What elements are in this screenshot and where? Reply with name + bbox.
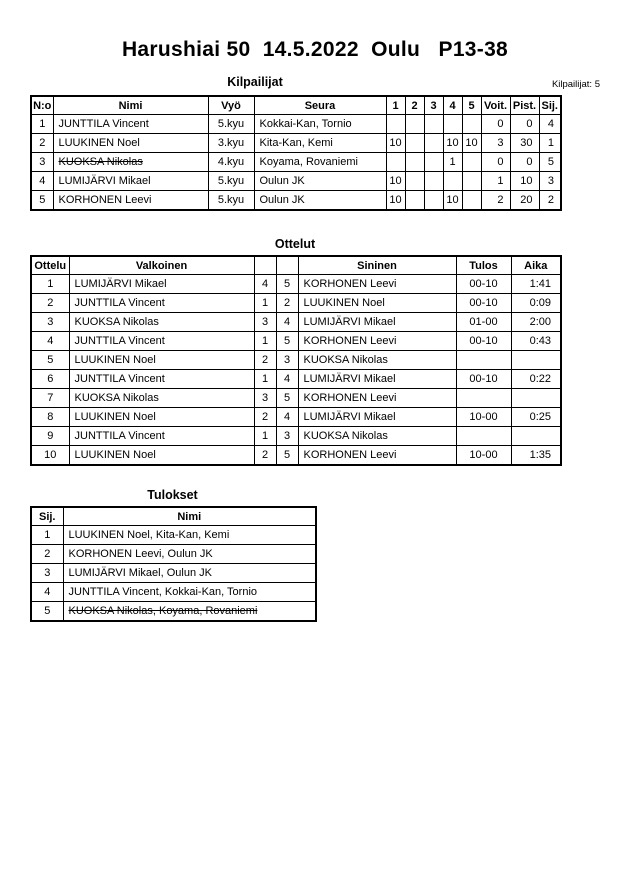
col-header-round-4: 4	[443, 96, 462, 115]
table-row	[31, 275, 561, 294]
competitors-table	[30, 95, 562, 211]
cell-sij: 3	[31, 564, 63, 583]
cell-valkoinen: JUNTTILA Vincent	[69, 370, 254, 389]
cell-sininen: KORHONEN Leevi	[298, 389, 456, 408]
cell-valkoinen: LUUKINEN Noel	[69, 408, 254, 427]
cell-aika	[511, 427, 561, 446]
cell-valkoinen: LUUKINEN Noel	[69, 446, 254, 466]
col-header-sij: Sij.	[539, 96, 561, 115]
cell-voit: 2	[481, 191, 510, 211]
col-header-result-sij: Sij.	[31, 507, 63, 526]
table-row	[31, 313, 561, 332]
cell-seura: Oulun JK	[254, 191, 386, 211]
col-header-ottelu: Ottelu	[31, 256, 69, 275]
table-row	[31, 191, 561, 211]
cell-aika: 0:09	[511, 294, 561, 313]
cell-sininen: LUUKINEN Noel	[298, 294, 456, 313]
cell-voit: 3	[481, 134, 510, 153]
results-table	[30, 506, 317, 622]
cell-wnum: 2	[254, 351, 276, 370]
table-row	[31, 564, 316, 583]
cell-wnum: 2	[254, 446, 276, 466]
col-header-voit: Voit.	[481, 96, 510, 115]
table-row	[31, 370, 561, 389]
cell-r3	[424, 153, 443, 172]
col-header-sininen: Sininen	[298, 256, 456, 275]
table-row	[31, 602, 316, 622]
table-row	[31, 153, 561, 172]
col-header-round-5: 5	[462, 96, 481, 115]
cell-tulos	[456, 389, 511, 408]
cell-valkoinen: LUUKINEN Noel	[69, 351, 254, 370]
table-row	[31, 294, 561, 313]
cell-wnum: 1	[254, 294, 276, 313]
cell-r4: 10	[443, 134, 462, 153]
cell-bnum: 4	[276, 408, 298, 427]
cell-pist: 0	[510, 115, 539, 134]
cell-ottelu: 4	[31, 332, 69, 351]
cell-sininen: LUMIJÄRVI Mikael	[298, 408, 456, 427]
table-row	[31, 583, 316, 602]
results-header-row	[31, 507, 316, 526]
cell-r2	[405, 153, 424, 172]
col-header-white-number	[254, 256, 276, 275]
matches-header-row	[31, 256, 561, 275]
cell-pist: 0	[510, 153, 539, 172]
cell-wnum: 1	[254, 332, 276, 351]
cell-sij: 1	[539, 134, 561, 153]
col-header-seura: Seura	[254, 96, 386, 115]
cell-r4	[443, 115, 462, 134]
cell-aika	[511, 351, 561, 370]
cell-r3	[424, 191, 443, 211]
cell-sininen: KUOKSA Nikolas	[298, 427, 456, 446]
cell-wnum: 3	[254, 389, 276, 408]
table-row	[31, 446, 561, 466]
cell-r5	[462, 115, 481, 134]
table-row	[31, 115, 561, 134]
cell-sij: 2	[31, 545, 63, 564]
table-row	[31, 134, 561, 153]
cell-bnum: 2	[276, 294, 298, 313]
cell-ottelu: 1	[31, 275, 69, 294]
cell-r2	[405, 191, 424, 211]
cell-bnum: 5	[276, 275, 298, 294]
cell-r4	[443, 172, 462, 191]
cell-sininen: LUMIJÄRVI Mikael	[298, 313, 456, 332]
table-row	[31, 408, 561, 427]
cell-bnum: 3	[276, 427, 298, 446]
matches-table	[30, 255, 562, 466]
cell-r5: 10	[462, 134, 481, 153]
page-title: Harushiai 50 14.5.2022 Oulu P13-38	[121, 38, 509, 61]
cell-r2	[405, 172, 424, 191]
cell-tulos: 00-10	[456, 332, 511, 351]
cell-no: 4	[31, 172, 53, 191]
cell-voit: 1	[481, 172, 510, 191]
col-header-vyo: Vyö	[208, 96, 254, 115]
table-row	[31, 172, 561, 191]
cell-pist: 10	[510, 172, 539, 191]
cell-r2	[405, 115, 424, 134]
cell-bnum: 5	[276, 332, 298, 351]
section-title-ottelut: Ottelut	[274, 237, 316, 251]
cell-nimi: LUMIJÄRVI Mikael	[53, 172, 208, 191]
cell-ottelu: 10	[31, 446, 69, 466]
cell-r1: 10	[386, 191, 405, 211]
cell-vyo: 4.kyu	[208, 153, 254, 172]
cell-seura: Kokkai-Kan, Tornio	[254, 115, 386, 134]
cell-valkoinen: LUMIJÄRVI Mikael	[69, 275, 254, 294]
cell-ottelu: 8	[31, 408, 69, 427]
section-title-tulokset: Tulokset	[147, 488, 198, 502]
cell-nimi	[53, 153, 208, 172]
cell-r3	[424, 134, 443, 153]
col-header-blue-number	[276, 256, 298, 275]
cell-tulos: 01-00	[456, 313, 511, 332]
struck-name: KUOKSA Nikolas	[58, 156, 143, 168]
cell-vyo: 3.kyu	[208, 134, 254, 153]
cell-r4: 10	[443, 191, 462, 211]
section-title-kilpailijat: Kilpailijat	[227, 75, 283, 89]
cell-nimi: LUUKINEN Noel	[53, 134, 208, 153]
struck-name: KUOKSA Nikolas, Koyama, Rovaniemi	[68, 605, 258, 617]
cell-sij: 5	[539, 153, 561, 172]
cell-ottelu: 7	[31, 389, 69, 408]
cell-tulos: 00-10	[456, 294, 511, 313]
cell-nimi	[63, 602, 316, 622]
cell-sij: 4	[539, 115, 561, 134]
cell-sij: 3	[539, 172, 561, 191]
cell-valkoinen: JUNTTILA Vincent	[69, 294, 254, 313]
cell-aika: 1:41	[511, 275, 561, 294]
col-header-round-2: 2	[405, 96, 424, 115]
competitors-section-head	[30, 75, 600, 91]
cell-bnum: 4	[276, 313, 298, 332]
table-row	[31, 526, 316, 545]
cell-ottelu: 5	[31, 351, 69, 370]
cell-voit: 0	[481, 115, 510, 134]
cell-sij: 1	[31, 526, 63, 545]
cell-no: 1	[31, 115, 53, 134]
cell-wnum: 3	[254, 313, 276, 332]
cell-nimi: KORHONEN Leevi, Oulun JK	[63, 545, 316, 564]
cell-r3	[424, 172, 443, 191]
cell-sininen: LUMIJÄRVI Mikael	[298, 370, 456, 389]
cell-aika	[511, 389, 561, 408]
cell-sij: 5	[31, 602, 63, 622]
cell-tulos	[456, 427, 511, 446]
cell-nimi: LUMIJÄRVI Mikael, Oulun JK	[63, 564, 316, 583]
cell-pist: 30	[510, 134, 539, 153]
cell-r4: 1	[443, 153, 462, 172]
table-row	[31, 389, 561, 408]
cell-r1: 10	[386, 134, 405, 153]
cell-r2	[405, 134, 424, 153]
cell-sij: 2	[539, 191, 561, 211]
cell-no: 5	[31, 191, 53, 211]
cell-nimi: LUUKINEN Noel, Kita-Kan, Kemi	[63, 526, 316, 545]
cell-wnum: 2	[254, 408, 276, 427]
competitors-count: Kilpailijat: 5	[551, 79, 600, 90]
col-header-nimi: Nimi	[53, 96, 208, 115]
col-header-round-1: 1	[386, 96, 405, 115]
cell-aika: 0:25	[511, 408, 561, 427]
cell-ottelu: 6	[31, 370, 69, 389]
col-header-no: N:o	[31, 96, 53, 115]
cell-sininen: KORHONEN Leevi	[298, 275, 456, 294]
col-header-round-3: 3	[424, 96, 443, 115]
cell-tulos: 00-10	[456, 275, 511, 294]
cell-wnum: 1	[254, 427, 276, 446]
cell-pist: 20	[510, 191, 539, 211]
cell-ottelu: 3	[31, 313, 69, 332]
cell-aika: 1:35	[511, 446, 561, 466]
col-header-pist: Pist.	[510, 96, 539, 115]
cell-vyo: 5.kyu	[208, 191, 254, 211]
cell-aika: 2:00	[511, 313, 561, 332]
cell-sininen: KORHONEN Leevi	[298, 332, 456, 351]
cell-r1	[386, 153, 405, 172]
cell-no: 3	[31, 153, 53, 172]
table-row	[31, 545, 316, 564]
cell-vyo: 5.kyu	[208, 172, 254, 191]
cell-r1: 10	[386, 172, 405, 191]
table-row	[31, 332, 561, 351]
cell-valkoinen: KUOKSA Nikolas	[69, 313, 254, 332]
competitors-header-row	[31, 96, 561, 115]
cell-tulos: 00-10	[456, 370, 511, 389]
cell-nimi: JUNTTILA Vincent, Kokkai-Kan, Tornio	[63, 583, 316, 602]
cell-valkoinen: JUNTTILA Vincent	[69, 332, 254, 351]
col-header-tulos: Tulos	[456, 256, 511, 275]
col-header-aika: Aika	[511, 256, 561, 275]
cell-aika: 0:43	[511, 332, 561, 351]
col-header-result-nimi: Nimi	[63, 507, 316, 526]
cell-wnum: 1	[254, 370, 276, 389]
cell-aika: 0:22	[511, 370, 561, 389]
cell-bnum: 5	[276, 389, 298, 408]
cell-wnum: 4	[254, 275, 276, 294]
cell-r5	[462, 153, 481, 172]
cell-seura: Kita-Kan, Kemi	[254, 134, 386, 153]
cell-bnum: 4	[276, 370, 298, 389]
cell-valkoinen: KUOKSA Nikolas	[69, 389, 254, 408]
table-row	[31, 427, 561, 446]
cell-tulos	[456, 351, 511, 370]
cell-vyo: 5.kyu	[208, 115, 254, 134]
cell-ottelu: 9	[31, 427, 69, 446]
cell-valkoinen: JUNTTILA Vincent	[69, 427, 254, 446]
cell-seura: Oulun JK	[254, 172, 386, 191]
cell-seura: Koyama, Rovaniemi	[254, 153, 386, 172]
cell-tulos: 10-00	[456, 408, 511, 427]
table-row	[31, 351, 561, 370]
cell-voit: 0	[481, 153, 510, 172]
cell-bnum: 3	[276, 351, 298, 370]
cell-tulos: 10-00	[456, 446, 511, 466]
cell-r3	[424, 115, 443, 134]
cell-nimi: KORHONEN Leevi	[53, 191, 208, 211]
cell-bnum: 5	[276, 446, 298, 466]
cell-sininen: KUOKSA Nikolas	[298, 351, 456, 370]
cell-sij: 4	[31, 583, 63, 602]
cell-sininen: KORHONEN Leevi	[298, 446, 456, 466]
cell-no: 2	[31, 134, 53, 153]
cell-r1	[386, 115, 405, 134]
cell-ottelu: 2	[31, 294, 69, 313]
col-header-valkoinen: Valkoinen	[69, 256, 254, 275]
cell-r5	[462, 191, 481, 211]
cell-nimi: JUNTTILA Vincent	[53, 115, 208, 134]
cell-r5	[462, 172, 481, 191]
